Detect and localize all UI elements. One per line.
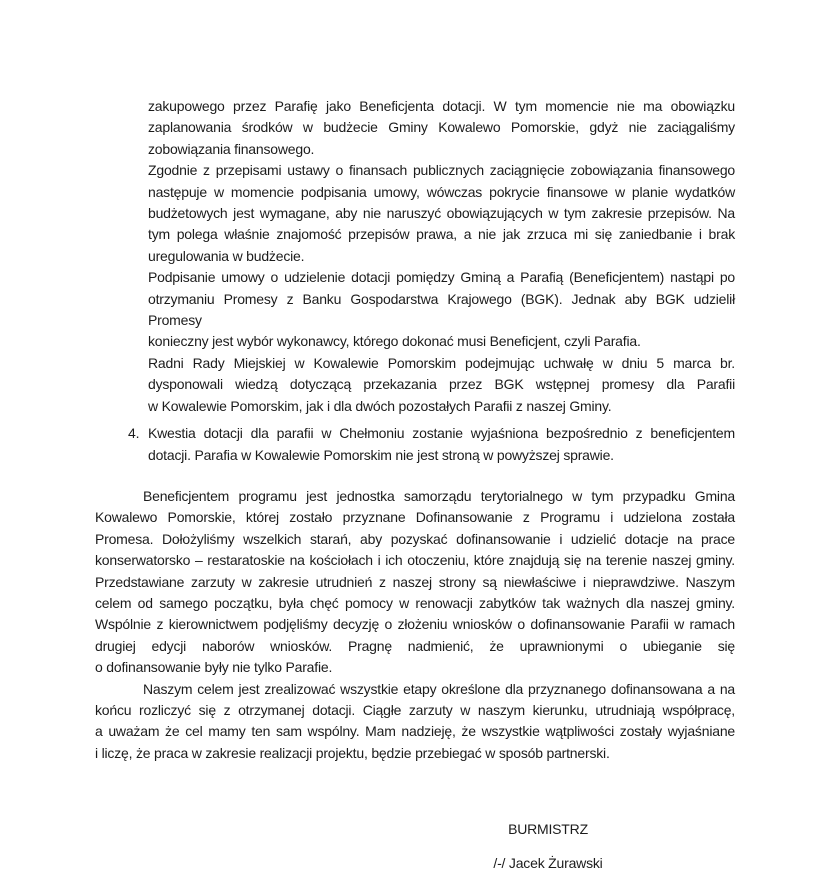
text-line: budżetowych jest wymagane, aby nie naruszyć obowiązujących w tym zakresie przepisów. Na: [148, 205, 735, 222]
body-paragraph-cel: [95, 679, 735, 765]
text-line: Kwestia dotacji dla parafii w Chełmoniu zostanie wyjaśniona bezpośrednio z beneficjentem: [148, 425, 735, 442]
signature-title: BURMISTRZ: [508, 821, 588, 838]
text-line: o dofinansowanie były nie tylko Parafie.: [95, 659, 333, 676]
document-content: [95, 96, 735, 874]
text-line: Kowalewo Pomorskie, której zostało przyznane Dofinansowanie z Programu i udzielona została: [95, 509, 735, 526]
text-line: konieczny jest wybór wykonawcy, którego dokonać musi Beneficjent, czyli Parafia.: [148, 333, 641, 350]
text-line: Podpisanie umowy o udzielenie dotacji pomiędzy Gminą a Parafią (Beneficjentem) nastąpi po: [148, 269, 735, 286]
text-line: dotacji. Parafia w Kowalewie Pomorskim nie jest stroną w powyższej sprawie.: [148, 446, 614, 463]
list-item-4: [95, 423, 735, 466]
list-item-body: [148, 423, 735, 466]
text-line: w Kowalewie Pomorskim, jak i dla dwóch pozostałych Parafii z naszej Gminy.: [148, 397, 612, 414]
text-line: otrzymaniu Promesy z Banku Gospodarstwa Krajowego (BGK). Jednak aby BGK udzielił Promesy: [148, 290, 735, 329]
text-line: Radni Rady Miejskiej w Kowalewie Pomorskim podejmując uchwałę w dniu 5 marca br.: [148, 354, 735, 371]
text-line: następuje w momencie podpisania umowy, wówczas pokrycie finansowe w planie wydatków: [148, 183, 735, 200]
text-line: Przedstawiane zarzuty w zakresie utrudnień z naszej strony są niewłaściwe i nieprawdziwe. Naszym: [95, 573, 735, 590]
text-line: drugiej edycji naborów wniosków. Pragnę nadmienić, że uprawnionymi o ubieganie się: [95, 637, 735, 654]
text-line: Beneficjentem programu jest jednostka samorządu terytorialnego w tym przypadku Gmina: [143, 487, 735, 504]
text-line: zaplanowania środków w budżecie Gminy Kowalewo Pomorskie, gdyż nie zaciągaliśmy: [148, 119, 735, 136]
text-line: tym polega właśnie znajomość przepisów prawa, a nie jak zrzuca mi się zaniedbanie i brak: [148, 226, 735, 243]
text-line: uregulowania w budżecie.: [148, 247, 305, 264]
text-line: konserwatorsko – restaratoskie na kościołach i ich otoczeniu, które znajdują się na terenie naszej gminy.: [95, 552, 735, 569]
text-line: Wspólnie z kierownictwem podjęliśmy decyzję o złożeniu wniosków o dofinansowanie Parafii w ramach: [95, 616, 735, 633]
text-line: celem od samego początku, była chęć pomocy w renowacji zabytków tak ważnych dla naszej gminy.: [95, 594, 735, 611]
text-line: Promesa. Dołożyliśmy wszelkich starań, aby pozyskać dofinansowanie i udzielić dotacje na prace: [95, 530, 735, 547]
signature-name: /-/ Jacek Żurawski: [493, 854, 603, 871]
text-line: a uważam że cel mamy ten sam wspólny. Mam nadzieję, że wszystkie wątpliwości zostały wyjaśniane: [95, 723, 735, 740]
signature-block: [448, 819, 648, 874]
text-line: Naszym celem jest zrealizować wszystkie etapy określone dla przyznanego dofinansowana a na: [143, 680, 735, 697]
text-line: końcu rozliczyć się z otrzymanej dotacji. Ciągłe zarzuty w naszym kierunku, utrudniają współpracę,: [95, 701, 735, 718]
text-line: Zgodnie z przepisami ustawy o finansach publicznych zaciągnięcie zobowiązania finansowego: [148, 162, 735, 179]
text-line: i liczę, że praca w zakresie realizacji projektu, będzie przebiegać w sposób partnerski.: [95, 744, 610, 761]
text-line: dysponowali wiedzą dotyczącą przekazania przez BGK wstępnej promesy dla Parafii: [148, 376, 735, 393]
text-line: zakupowego przez Parafię jako Beneficjenta dotacji. W tym momencie nie ma obowiązku: [148, 98, 735, 114]
list-item-number: 4.: [128, 425, 140, 442]
text-line: zobowiązania finansowego.: [148, 140, 315, 157]
body-paragraph-beneficjent: [95, 486, 735, 679]
list-item-continuation-block: [148, 96, 735, 417]
